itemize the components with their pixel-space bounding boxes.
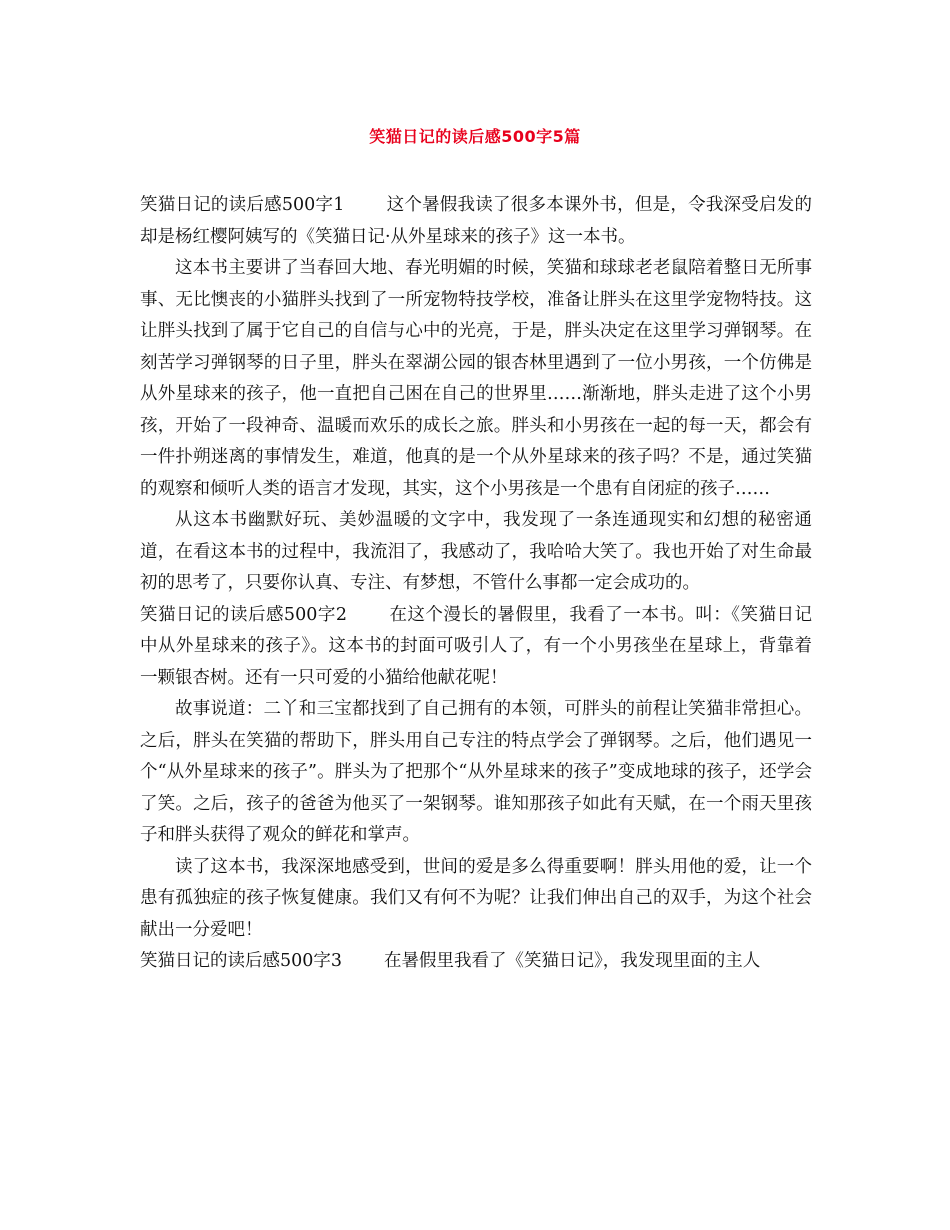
section-1-first-text: 这个暑假我读了很多本课外书，但是，令我深受启发的却是杨红樱阿姨写的《笑猫日记·从外星球来的孩子》这一本书。 bbox=[140, 195, 812, 247]
section-1-label: 笑猫日记的读后感500字1 bbox=[140, 195, 345, 215]
section-3-first-text: 在暑假里我看了《笑猫日记》，我发现里面的主人 bbox=[384, 951, 761, 971]
section-1-paragraph: 从这本书幽默好玩、美妙温暖的文字中，我发现了一条连通现实和幻想的秘密通道，在看这本书的过程中，我流泪了，我感动了，我哈哈大笑了。我也开始了对生命最初的思考了，只要你认真、专注、有梦想，不管什么事都一定会成功的。 bbox=[140, 510, 812, 593]
document-body bbox=[140, 190, 812, 978]
section-2-paragraph: 故事说道：二丫和三宝都找到了自己拥有的本领，可胖头的前程让笑猫非常担心。之后，胖头在笑猫的帮助下，胖头用自己专注的特点学会了弹钢琴。之后，他们遇见一个“从外星球来的孩子”。胖头为了把那个“从外星球来的孩子”变成地球的孩子，还学会了笑。之后，孩子的爸爸为他买了一架钢琴。谁知那孩子如此有天赋，在一个雨天里孩子和胖头获得了观众的鲜花和掌声。 bbox=[140, 699, 812, 845]
document-title: 笑猫日记的读后感500字5篇 bbox=[369, 127, 581, 146]
section-1-heading-paragraph bbox=[140, 190, 812, 253]
section-3-heading-paragraph bbox=[140, 946, 812, 978]
section-2-heading-paragraph bbox=[140, 600, 812, 695]
section-2-first-text: 在这个漫长的暑假里，我看了一本书。叫：《笑猫日记中从外星球来的孩子》。这本书的封面可吸引人了，有一个小男孩坐在星球上，背靠着一颗银杏树。还有一只可爱的小猫给他献花呢！ bbox=[140, 604, 812, 688]
section-2-paragraph: 读了这本书，我深深地感受到，世间的爱是多么得重要啊！胖头用他的爱，让一个患有孤独症的孩子恢复健康。我们又有何不为呢？让我们伸出自己的双手，为这个社会献出一分爱吧！ bbox=[140, 856, 812, 940]
section-3-label: 笑猫日记的读后感500字3 bbox=[140, 951, 343, 971]
section-1-paragraph: 这本书主要讲了当春回大地、春光明媚的时候，笑猫和球球老老鼠陪着整日无所事事、无比懊丧的小猫胖头找到了一所宠物特技学校，准备让胖头在这里学宠物特技。这让胖头找到了属于它自己的自信与心中的光亮，于是，胖头决定在这里学习弹钢琴。在刻苦学习弹钢琴的日子里，胖头在翠湖公园的银杏林里遇到了一位小男孩，一个仿佛是从外星球来的孩子，他一直把自己困在自己的世界里……渐渐地，胖头走进了这个小男孩，开始了一段神奇、温暖而欢乐的成长之旅。胖头和小男孩在一起的每一天，都会有一件扑朔迷离的事情发生，难道，他真的是一个从外星球来的孩子吗？不是，通过笑猫的观察和倾听人类的语言才发现，其实，这个小男孩是一个患有自闭症的孩子…… bbox=[140, 258, 812, 499]
section-2-label: 笑猫日记的读后感500字2 bbox=[140, 604, 347, 625]
